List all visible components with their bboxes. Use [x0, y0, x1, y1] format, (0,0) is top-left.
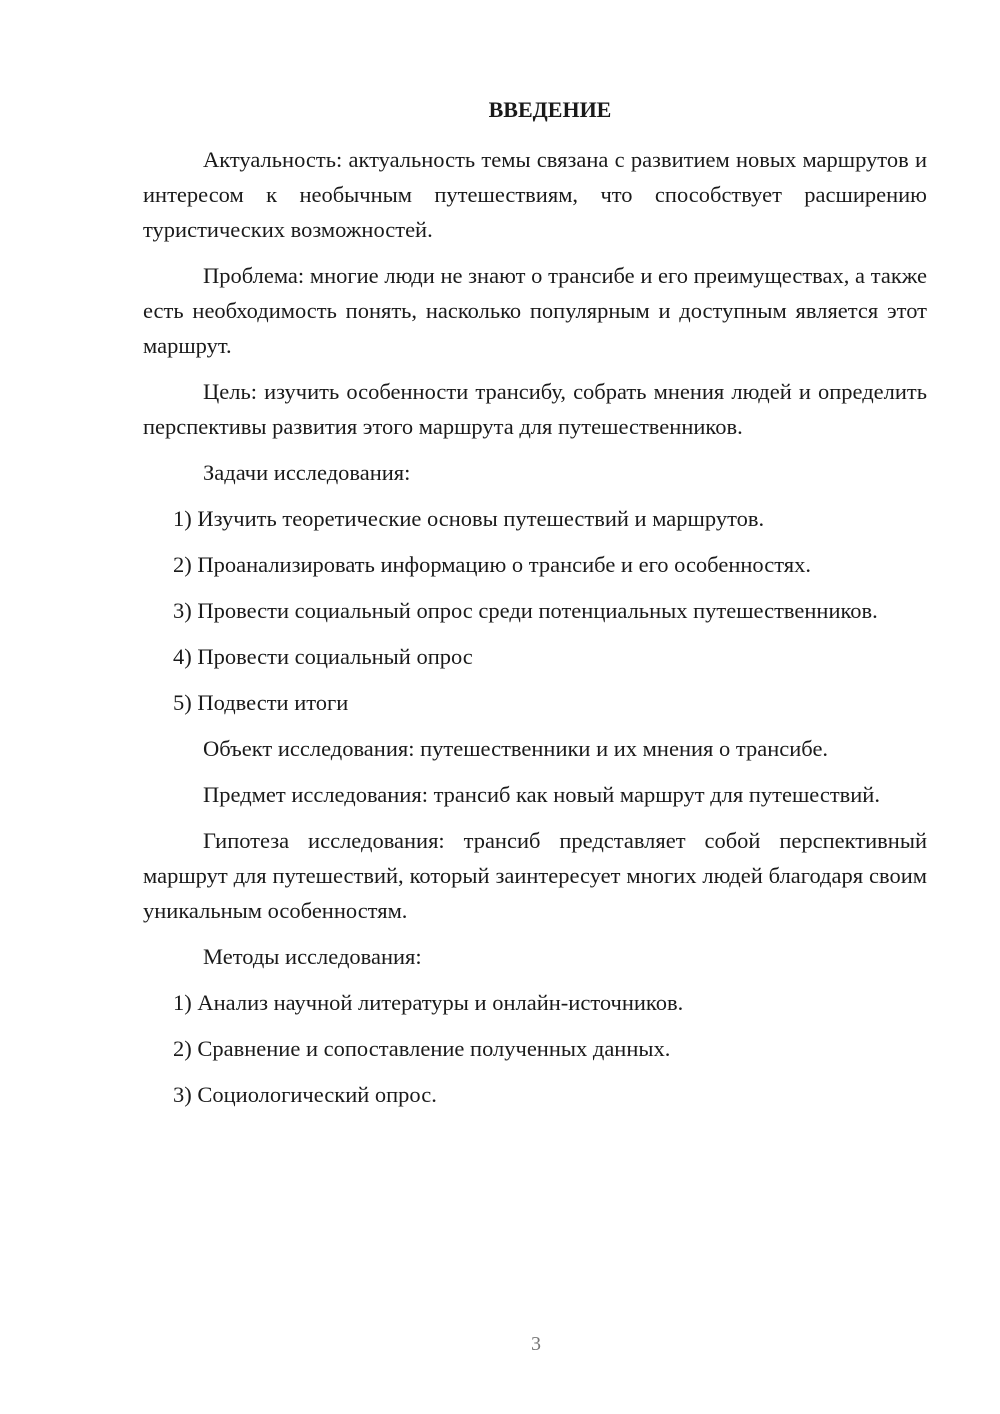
task-item: 3) Провести социальный опрос среди потенциальных путешественников. [173, 598, 878, 623]
subject-paragraph: Предмет исследования: трансиб как новый маршрут для путешествий. [203, 782, 880, 807]
relevance-paragraph: Актуальность: актуальность темы связана с развитием новых маршрутов и интересом к необычным путешествиям, что способствует расширению туристических возможностей. [143, 147, 927, 242]
task-item: 5) Подвести итоги [173, 690, 349, 715]
goal-paragraph: Цель: изучить особенности трансибу, собрать мнения людей и определить перспективы развития этого маршрута для путешественников. [143, 379, 927, 439]
method-item: 2) Сравнение и сопоставление полученных данных. [173, 1036, 671, 1061]
method-item: 3) Социологический опрос. [173, 1082, 437, 1107]
document-body [143, 95, 927, 1123]
tasks-heading: Задачи исследования: [203, 460, 411, 485]
hypothesis-paragraph: Гипотеза исследования: трансиб представляет собой перспективный маршрут для путешествий, который заинтересует многих людей благодаря своим уникальным особенностям. [143, 828, 927, 923]
method-item: 1) Анализ научной литературы и онлайн-источников. [173, 990, 684, 1015]
problem-paragraph: Проблема: многие люди не знают о трансибе и его преимуществах, а также есть необходимость понять, насколько популярным и доступным является этот маршрут. [143, 263, 927, 358]
task-item: 2) Проанализировать информацию о трансибе и его особенностях. [173, 552, 811, 577]
task-item: 1) Изучить теоретические основы путешествий и маршрутов. [173, 506, 765, 531]
task-item: 4) Провести социальный опрос [173, 644, 473, 669]
object-paragraph: Объект исследования: путешественники и их мнения о трансибе. [203, 736, 829, 761]
page-title: ВВЕДЕНИЕ [488, 97, 612, 122]
page-number: 3 [531, 1333, 541, 1355]
methods-heading: Методы исследования: [203, 944, 422, 969]
